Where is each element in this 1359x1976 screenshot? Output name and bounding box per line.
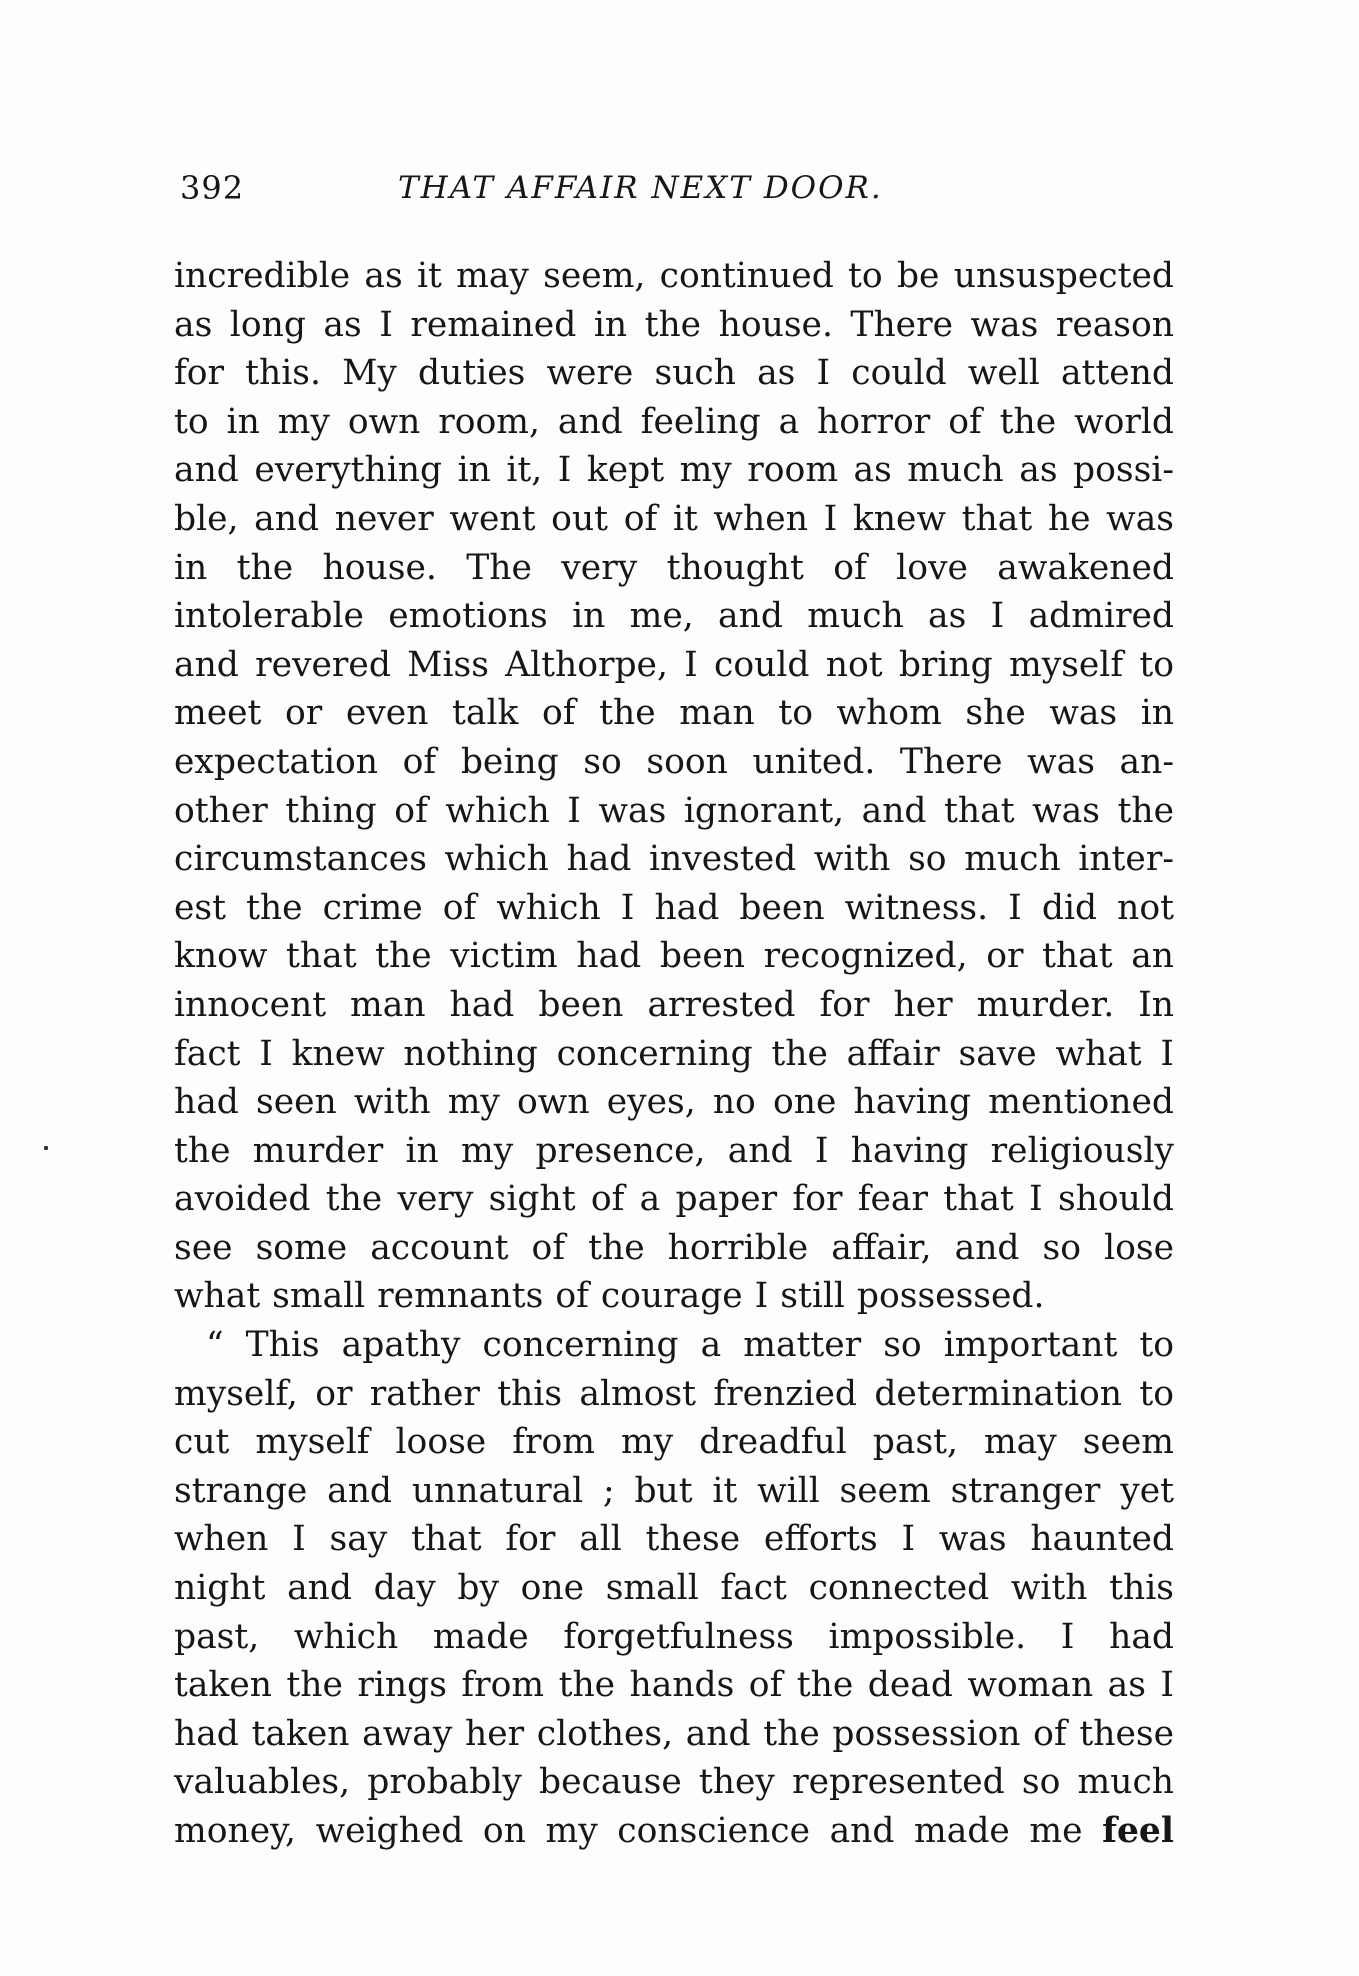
text-line: night and day by one small fact connected with this [174, 1568, 1174, 1609]
text-line: taken the rings from the hands of the dead woman as I [174, 1665, 1174, 1706]
text-line: strange and unnatural ; but it will seem stranger yet [174, 1470, 1174, 1511]
body-text [174, 252, 1174, 1856]
text-line: fact I knew nothing concerning the affair save what I [174, 1033, 1174, 1074]
text-line: for this. My duties were such as I could well attend [174, 353, 1174, 394]
text-line: the murder in my presence, and I having religiously [174, 1130, 1174, 1171]
text-line: myself, or rather this almost frenzied determination to [174, 1373, 1174, 1414]
text-line: in the house. The very thought of love awakened [174, 547, 1174, 588]
text-line: valuables, probably because they represented so much [174, 1762, 1174, 1803]
text-line: circumstances which had invested with so much inter- [174, 839, 1174, 880]
text-line: had seen with my own eyes, no one having mentioned [174, 1082, 1174, 1123]
text-line: when I say that for all these efforts I was haunted [174, 1519, 1174, 1560]
running-title: THAT AFFAIR NEXT DOOR. [398, 170, 883, 206]
text-line: expectation of being so soon united. There was an- [174, 741, 1174, 782]
text-line: incredible as it may seem, continued to be unsuspected [174, 256, 1174, 296]
paragraph-start-line: “ This apathy concerning a matter so important to [206, 1325, 1174, 1366]
page-number: 392 [180, 169, 245, 207]
running-head [180, 168, 1180, 208]
text-line: know that the victim had been recognized, or that an [174, 936, 1174, 977]
last-text-line [174, 1807, 1174, 1856]
text-line: see some account of the horrible affair, and so lose [174, 1227, 1174, 1268]
text-line: other thing of which I was ignorant, and that was the [174, 790, 1174, 831]
text-line: and everything in it, I kept my room as much as possi- [174, 450, 1174, 491]
last-line-text: money, weighed on my conscience and made me [174, 1811, 1083, 1851]
text-line: to in my own room, and feeling a horror of the world [174, 401, 1174, 442]
text-line: avoided the very sight of a paper for fear that I should [174, 1179, 1174, 1220]
margin-speck [44, 1146, 48, 1150]
text-line: est the crime of which I had been witness. I did not [174, 887, 1174, 928]
text-line: meet or even talk of the man to whom she was in [174, 693, 1174, 734]
paragraph-end-line: what small remnants of courage I still possessed. [174, 1276, 1045, 1317]
text-line: as long as I remained in the house. There was reason [174, 304, 1174, 345]
text-line: cut myself loose from my dreadful past, may seem [174, 1422, 1174, 1463]
text-line: past, which made forgetfulness impossible. I had [174, 1616, 1174, 1657]
text-line: intolerable emotions in me, and much as I admired [174, 596, 1174, 637]
final-word: feel [1102, 1811, 1174, 1851]
text-line: and revered Miss Althorpe, I could not bring myself to [174, 644, 1174, 685]
text-line: ble, and never went out of it when I knew that he was [174, 498, 1174, 539]
text-line: innocent man had been arrested for her murder. In [174, 984, 1174, 1025]
text-line: had taken away her clothes, and the possession of these [174, 1713, 1174, 1754]
